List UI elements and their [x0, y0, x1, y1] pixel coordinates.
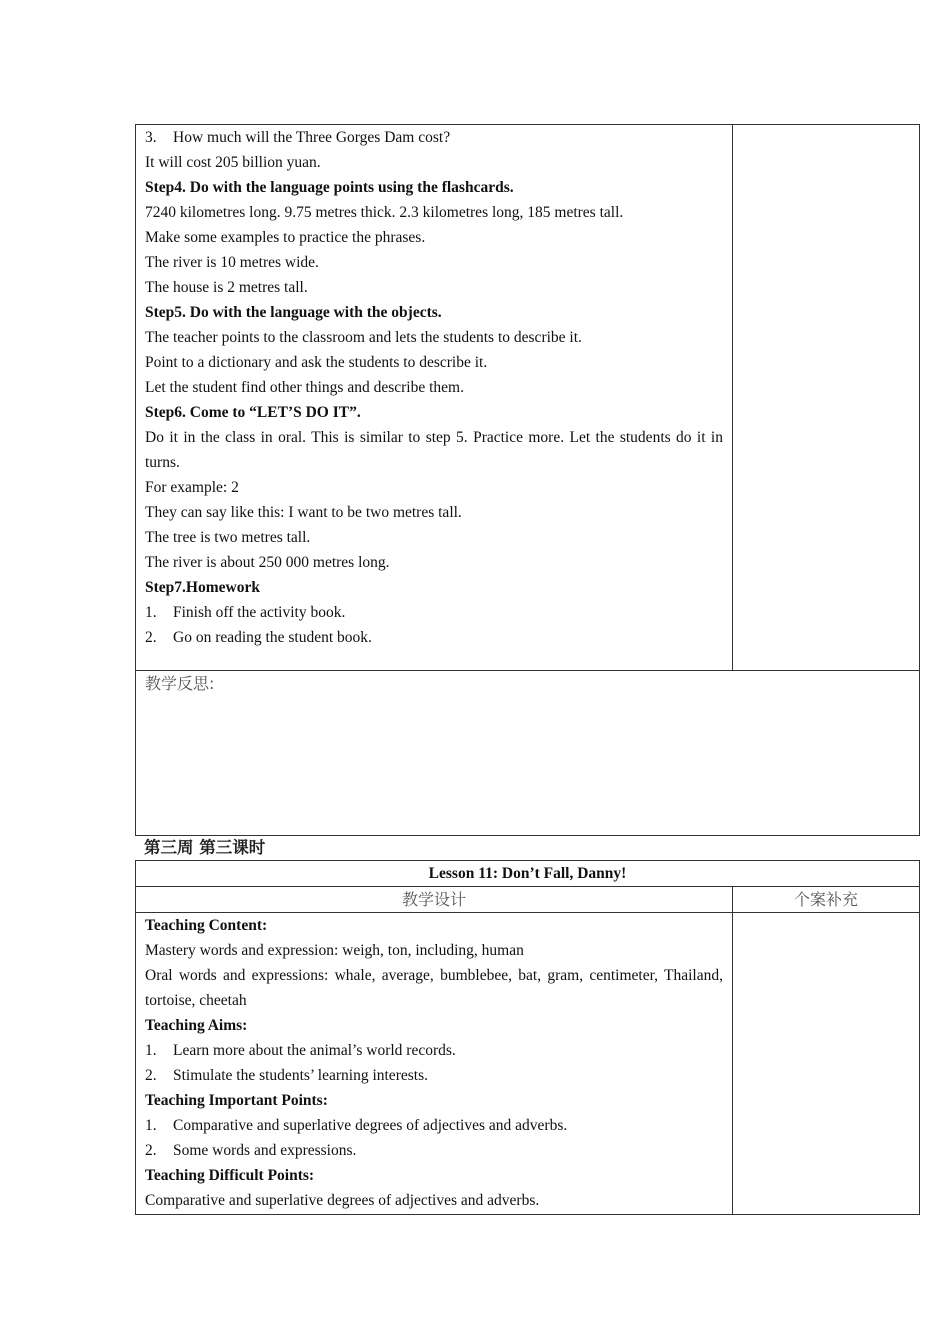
column-header-supplement: 个案补充 — [793, 890, 858, 909]
line-text: Do it in the class in oral. This is similar to step 5. Practice more. Let the students do it in turns. — [145, 429, 723, 471]
line-text: Some words and expressions. — [173, 1142, 357, 1159]
line-text: Step7.Homework — [145, 579, 260, 596]
text-line — [145, 525, 723, 550]
text-line — [145, 963, 723, 1013]
line-text: Teaching Content: — [145, 917, 268, 934]
line-text: Finish off the activity book. — [173, 604, 346, 621]
numbered-item — [145, 1063, 723, 1088]
text-line — [145, 325, 723, 350]
text-line — [145, 350, 723, 375]
lesson-title: Lesson 11: Don’t Fall, Danny! — [428, 865, 627, 882]
line-text: Teaching Difficult Points: — [145, 1167, 315, 1184]
step-heading — [145, 400, 723, 425]
step-heading — [145, 913, 723, 938]
reflection-row — [136, 670, 919, 835]
step-heading — [145, 300, 723, 325]
text-line — [145, 475, 723, 500]
item-number: 2. — [145, 629, 157, 646]
line-text: Make some examples to practice the phrases. — [145, 229, 426, 246]
item-number: 1. — [145, 1117, 157, 1134]
line-text: Step6. Come to “LET’S DO IT”. — [145, 404, 361, 421]
numbered-item — [145, 1038, 723, 1063]
numbered-item — [145, 1113, 723, 1138]
supplement-cell — [733, 125, 919, 670]
step-heading — [145, 1163, 723, 1188]
steps-row — [136, 125, 919, 670]
line-text: Teaching Important Points: — [145, 1092, 328, 1109]
text-line — [145, 200, 723, 225]
step-heading — [145, 175, 723, 200]
line-text: Comparative and superlative degrees of adjectives and adverbs. — [145, 1192, 540, 1209]
text-line — [145, 550, 723, 575]
text-line — [145, 938, 723, 963]
line-text: Mastery words and expression: weigh, ton, including, human — [145, 942, 524, 959]
numbered-item — [145, 600, 723, 625]
lesson-plan-table-1 — [135, 124, 920, 836]
step-heading — [145, 1013, 723, 1038]
line-text: How much will the Three Gorges Dam cost? — [173, 129, 451, 146]
supplement-cell-2 — [733, 913, 919, 1214]
text-line — [145, 225, 723, 250]
line-text: It will cost 205 billion yuan. — [145, 154, 321, 171]
text-line — [145, 375, 723, 400]
content-row — [136, 912, 919, 1214]
column-header-design: 教学设计 — [136, 887, 733, 912]
line-text: Go on reading the student book. — [173, 629, 372, 646]
line-text: For example: 2 — [145, 479, 239, 496]
step-heading — [145, 1088, 723, 1113]
step-heading — [145, 575, 723, 600]
section-heading: 第三周 第三课时 — [144, 838, 266, 857]
line-text: The river is about 250 000 metres long. — [145, 554, 390, 571]
line-text: 7240 kilometres long. 9.75 metres thick. 2.3 kilometres long, 185 metres tall. — [145, 204, 624, 221]
text-line — [145, 150, 723, 175]
numbered-item — [145, 125, 723, 150]
line-text: Step5. Do with the language with the objects. — [145, 304, 442, 321]
item-number: 1. — [145, 604, 157, 621]
line-text: The tree is two metres tall. — [145, 529, 311, 546]
text-line — [145, 1188, 723, 1213]
line-text: The house is 2 metres tall. — [145, 279, 308, 296]
text-line — [145, 500, 723, 525]
reflection-label: 教学反思: — [145, 674, 215, 693]
column-header-row — [136, 886, 919, 912]
lesson-plan-table-2 — [135, 860, 920, 1215]
line-text: They can say like this: I want to be two metres tall. — [145, 504, 462, 521]
text-line — [145, 425, 723, 475]
numbered-item — [145, 625, 723, 650]
teaching-steps-cell — [136, 125, 733, 670]
text-line — [145, 250, 723, 275]
line-text: Point to a dictionary and ask the students to describe it. — [145, 354, 488, 371]
numbered-item — [145, 1138, 723, 1163]
line-text: Teaching Aims: — [145, 1017, 248, 1034]
lesson-content-cell — [136, 913, 733, 1214]
line-text: Let the student find other things and describe them. — [145, 379, 464, 396]
line-text: Stimulate the students’ learning interests. — [173, 1067, 428, 1084]
item-number: 2. — [145, 1067, 157, 1084]
text-line — [145, 275, 723, 300]
line-text: The teacher points to the classroom and lets the students to describe it. — [145, 329, 582, 346]
item-number: 1. — [145, 1042, 157, 1059]
line-text: Step4. Do with the language points using the flashcards. — [145, 179, 514, 196]
line-text: Comparative and superlative degrees of adjectives and adverbs. — [173, 1117, 568, 1134]
line-text: Learn more about the animal’s world records. — [173, 1042, 456, 1059]
line-text: Oral words and expressions: whale, average, bumblebee, bat, gram, centimeter, Thailand, tortoise, cheetah — [145, 967, 723, 1009]
item-number: 2. — [145, 1142, 157, 1159]
line-text: The river is 10 metres wide. — [145, 254, 319, 271]
item-number: 3. — [145, 129, 157, 146]
